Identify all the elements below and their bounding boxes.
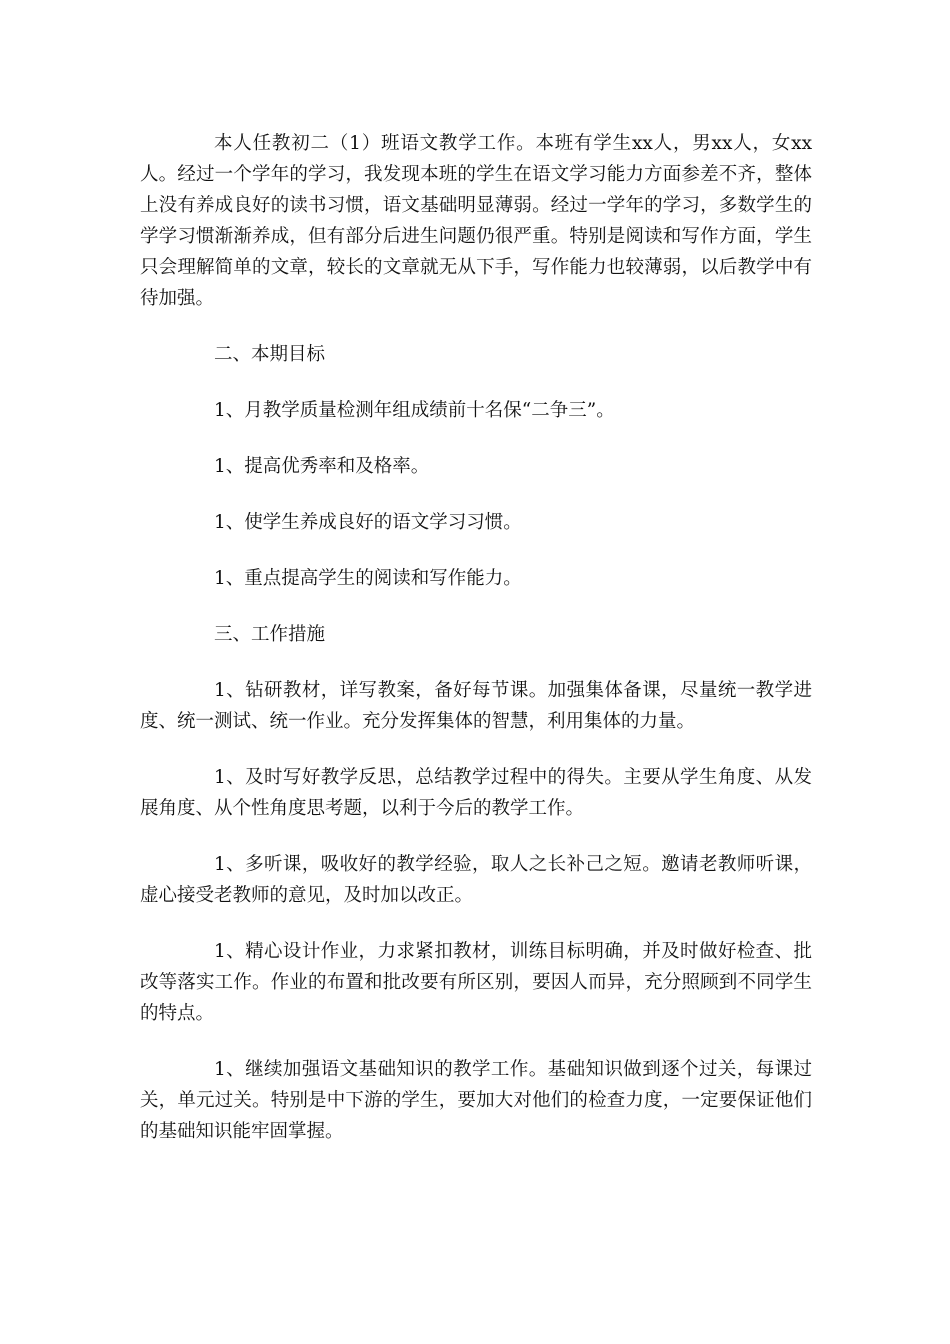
section-heading-measures: 三、工作措施 (214, 624, 326, 645)
measure-item: 1、继续加强语文基础知识的教学工作。基础知识做到逐个过关，每课过关，单元过关。特别是中下游的学生，要加大对他们的检查力度，一定要保证他们的基础知识能牢固掌握。 (140, 1059, 812, 1142)
measure-item: 1、精心设计作业，力求紧扣教材，训练目标明确，并及时做好检查、批改等落实工作。作业的布置和批改要有所区别，要因人而异，充分照顾到不同学生的特点。 (140, 941, 812, 1024)
goal-item: 1、使学生养成良好的语文学习习惯。 (214, 512, 522, 533)
intro-paragraph: 本人任教初二（1）班语文教学工作。本班有学生xx人，男xx人，女xx人。经过一个学年的学习，我发现本班的学生在语文学习能力方面参差不齐，整体上没有养成良好的读书习惯，语文基础明显薄弱。经过一学年的学习，多数学生的学学习惯渐渐养成，但有部分后进生问题仍很严重。特别是阅读和写作方面，学生只会理解简单的文章，较长的文章就无从下手，写作能力也较薄弱，以后教学中有待加强。 (140, 133, 812, 309)
goal-item: 1、提高优秀率和及格率。 (214, 456, 430, 477)
goal-item: 1、月教学质量检测年组成绩前十名保“二争三”。 (214, 400, 615, 421)
measure-item: 1、多听课，吸收好的教学经验，取人之长补己之短。邀请老教师听课，虚心接受老教师的意见，及时加以改正。 (140, 854, 812, 906)
measure-item: 1、钻研教材，详写教案，备好每节课。加强集体备课，尽量统一教学进度、统一测试、统一作业。充分发挥集体的智慧，利用集体的力量。 (140, 680, 812, 732)
measure-item: 1、及时写好教学反思，总结教学过程中的得失。主要从学生角度、从发展角度、从个性角度思考题，以利于今后的教学工作。 (140, 767, 812, 819)
document-body (140, 128, 812, 1147)
section-heading-goals: 二、本期目标 (214, 344, 326, 365)
goal-item: 1、重点提高学生的阅读和写作能力。 (214, 568, 522, 589)
